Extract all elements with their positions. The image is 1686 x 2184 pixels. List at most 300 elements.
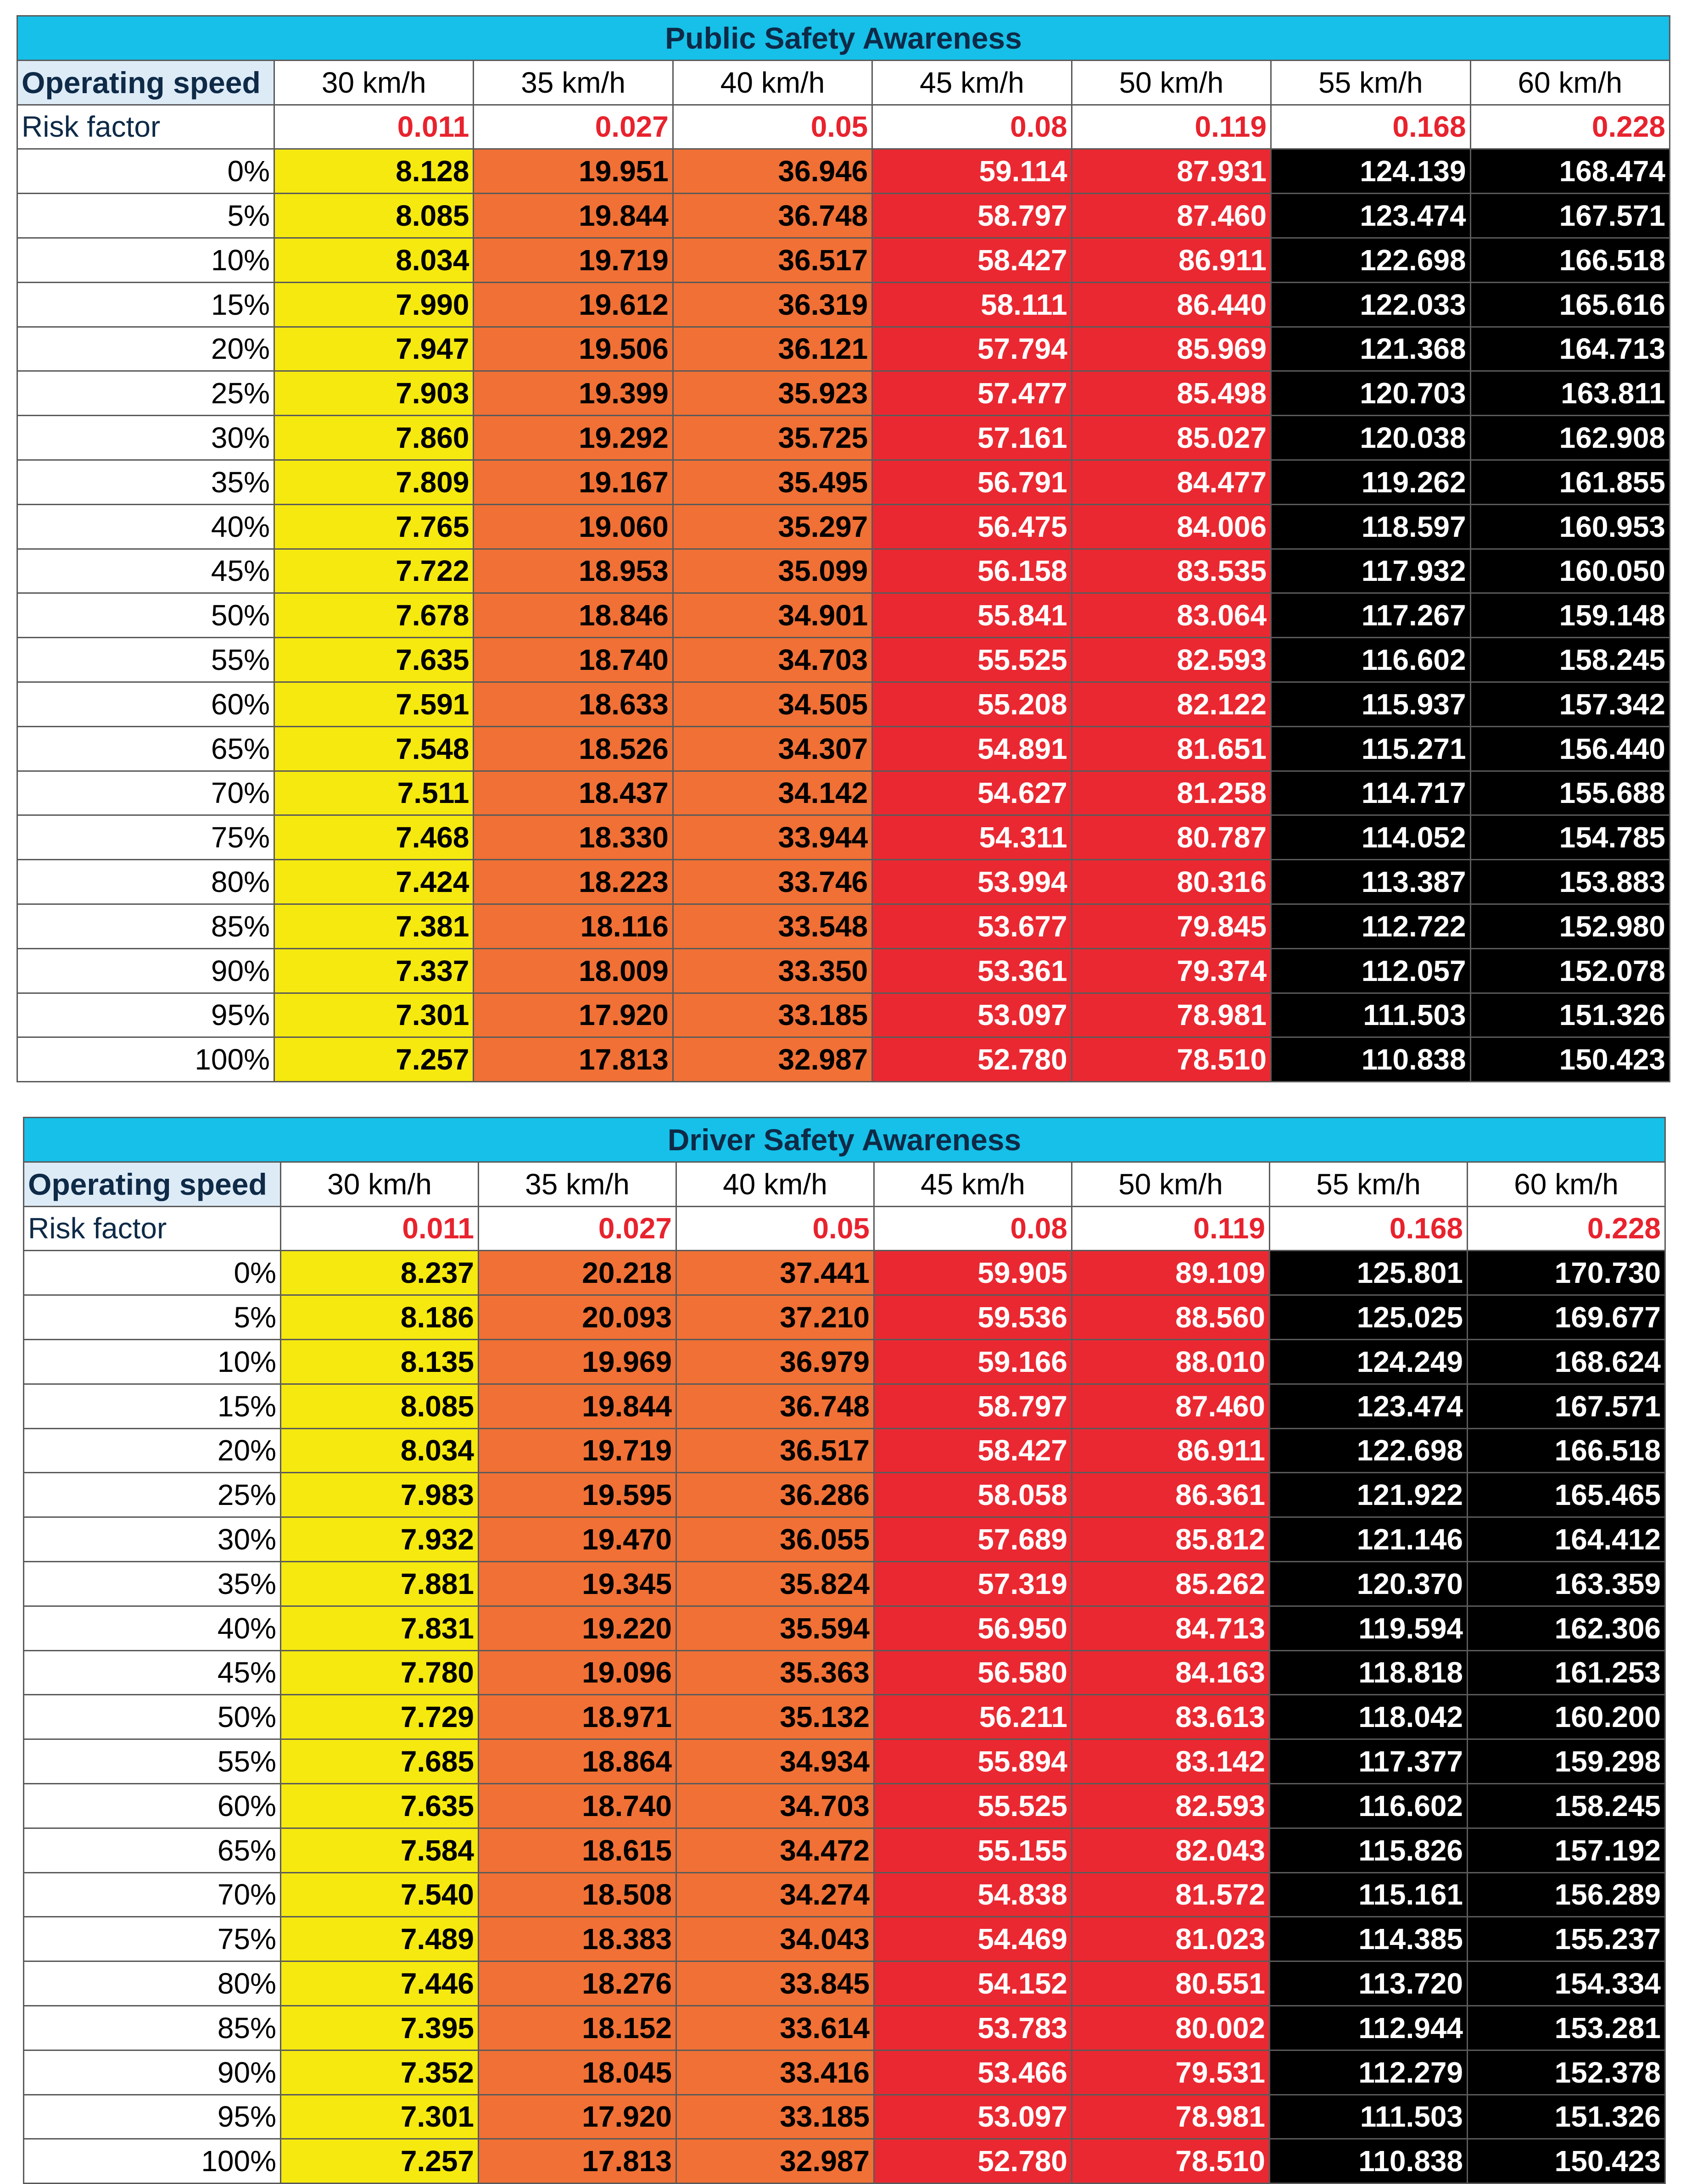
risk-factor-value: 0.228 [1468,1206,1665,1251]
data-cell: 56.158 [872,549,1072,593]
title-row [17,16,1670,61]
data-cell: 81.258 [1072,771,1271,815]
data-cell: 86.440 [1072,282,1271,327]
data-cell: 18.953 [474,549,673,593]
data-cell: 33.185 [676,2095,874,2139]
data-cell: 7.381 [274,904,474,948]
data-cell: 35.495 [673,460,872,504]
speed-header-cell: 60 km/h [1468,1162,1665,1206]
data-cell: 35.824 [676,1561,874,1606]
data-cell: 89.109 [1072,1251,1270,1295]
row-label: 65% [17,726,274,771]
data-cell: 81.651 [1072,726,1271,771]
data-cell: 7.780 [281,1650,479,1695]
data-cell: 82.122 [1072,682,1271,726]
row-label: 0% [17,149,274,194]
risk-factor-value: 0.119 [1072,105,1271,149]
data-cell: 53.783 [874,2006,1072,2050]
row-label: 50% [17,593,274,638]
data-cell: 7.809 [274,460,474,504]
data-cell: 160.953 [1470,504,1669,549]
data-cell: 117.932 [1271,549,1470,593]
data-cell: 155.688 [1470,771,1669,815]
data-cell: 7.548 [274,726,474,771]
row-label: 95% [24,2095,281,2139]
data-cell: 18.152 [479,2006,676,2050]
data-cell: 85.262 [1072,1561,1270,1606]
data-cell: 164.713 [1470,327,1669,371]
data-cell: 85.812 [1072,1517,1270,1562]
speed-header-cell: 50 km/h [1072,1162,1270,1206]
data-cell: 7.990 [274,282,474,327]
data-cell: 80.316 [1072,860,1271,904]
data-cell: 7.257 [281,2139,479,2184]
data-cell: 35.725 [673,416,872,460]
data-cell: 55.525 [872,638,1072,682]
data-cell: 19.345 [479,1561,676,1606]
data-cell: 58.797 [874,1384,1072,1428]
public-safety-table [17,15,1670,1082]
data-cell: 110.838 [1270,2139,1468,2184]
row-label: 20% [17,327,274,371]
data-cell: 36.517 [673,238,872,282]
data-cell: 35.297 [673,504,872,549]
data-cell: 57.319 [874,1561,1072,1606]
row-label: 90% [24,2050,281,2095]
table-row [24,2050,1665,2095]
table-title: Driver Safety Awareness [24,1118,1665,1162]
data-cell: 19.506 [474,327,673,371]
data-cell: 121.146 [1270,1517,1468,1562]
data-cell: 83.613 [1072,1695,1270,1739]
data-cell: 18.740 [474,638,673,682]
data-cell: 34.307 [673,726,872,771]
speed-header-cell: 40 km/h [676,1162,874,1206]
row-label: 70% [24,1872,281,1917]
row-label: 75% [24,1917,281,1961]
data-cell: 162.908 [1470,416,1669,460]
data-cell: 159.298 [1468,1739,1665,1784]
data-cell: 84.477 [1072,460,1271,504]
data-cell: 34.703 [673,638,872,682]
data-cell: 18.330 [474,815,673,860]
data-cell: 151.326 [1468,2095,1665,2139]
driver-safety-table [23,1117,1666,2184]
data-cell: 34.703 [676,1783,874,1828]
data-cell: 157.192 [1468,1828,1665,1872]
row-label: 0% [24,1251,281,1295]
data-cell: 7.446 [281,1961,479,2006]
table-row [24,1473,1665,1517]
data-cell: 162.306 [1468,1606,1665,1650]
data-cell: 123.474 [1271,194,1470,238]
data-cell: 52.780 [874,2139,1072,2184]
data-cell: 113.720 [1270,1961,1468,2006]
table-row [17,860,1670,904]
data-cell: 87.460 [1072,194,1271,238]
data-cell: 34.472 [676,1828,874,1872]
table-row [24,1517,1665,1562]
data-cell: 111.503 [1270,2095,1468,2139]
data-cell: 7.635 [281,1783,479,1828]
data-cell: 34.934 [676,1739,874,1784]
data-cell: 54.152 [874,1961,1072,2006]
data-cell: 35.363 [676,1650,874,1695]
risk-factor-value: 0.168 [1271,105,1470,149]
data-cell: 17.813 [479,2139,676,2184]
data-cell: 124.249 [1270,1339,1468,1384]
table-row [24,1828,1665,1872]
data-cell: 7.903 [274,371,474,416]
data-cell: 33.416 [676,2050,874,2095]
data-cell: 7.352 [281,2050,479,2095]
data-cell: 18.846 [474,593,673,638]
data-cell: 36.748 [673,194,872,238]
data-cell: 7.301 [274,993,474,1037]
data-cell: 116.602 [1271,638,1470,682]
data-cell: 58.427 [872,238,1072,282]
risk-factor-value: 0.168 [1270,1206,1468,1251]
data-cell: 33.845 [676,1961,874,2006]
data-cell: 7.584 [281,1828,479,1872]
data-cell: 59.536 [874,1295,1072,1340]
row-label: 20% [24,1428,281,1473]
data-cell: 18.864 [479,1739,676,1784]
risk-factor-value: 0.05 [676,1206,874,1251]
data-cell: 55.208 [872,682,1072,726]
row-label: 90% [17,948,274,993]
table-row [17,1037,1670,1082]
row-label: 30% [24,1517,281,1562]
data-cell: 7.591 [274,682,474,726]
table-row [24,1961,1665,2006]
data-cell: 20.093 [479,1295,676,1340]
table-row [17,460,1670,504]
data-cell: 19.844 [479,1384,676,1428]
risk-factor-value: 0.119 [1072,1206,1270,1251]
row-label: 85% [24,2006,281,2050]
data-cell: 154.334 [1468,1961,1665,2006]
table-row [17,238,1670,282]
data-cell: 167.571 [1470,194,1669,238]
data-cell: 87.460 [1072,1384,1270,1428]
data-cell: 19.292 [474,416,673,460]
table-row [17,904,1670,948]
data-cell: 81.023 [1072,1917,1270,1961]
risk-factor-value: 0.228 [1470,105,1669,149]
data-cell: 78.981 [1072,993,1271,1037]
data-cell: 8.135 [281,1339,479,1384]
data-cell: 59.905 [874,1251,1072,1295]
table-row [17,504,1670,549]
data-cell: 32.987 [676,2139,874,2184]
table-row [17,815,1670,860]
data-cell: 19.167 [474,460,673,504]
table-row [24,1384,1665,1428]
data-cell: 7.301 [281,2095,479,2139]
data-cell: 84.163 [1072,1650,1270,1695]
risk-factor-label: Risk factor [24,1206,281,1251]
row-label: 10% [17,238,274,282]
data-cell: 152.980 [1470,904,1669,948]
data-cell: 58.111 [872,282,1072,327]
data-cell: 160.050 [1470,549,1669,593]
data-cell: 56.791 [872,460,1072,504]
speed-header-cell: 55 km/h [1270,1162,1468,1206]
risk-factor-value: 0.011 [274,105,474,149]
data-cell: 52.780 [872,1037,1072,1082]
data-cell: 83.535 [1072,549,1271,593]
data-cell: 115.937 [1271,682,1470,726]
table-title: Public Safety Awareness [17,16,1670,61]
data-cell: 168.624 [1468,1339,1665,1384]
data-cell: 151.326 [1470,993,1669,1037]
data-cell: 161.253 [1468,1650,1665,1695]
data-cell: 17.813 [474,1037,673,1082]
data-cell: 8.034 [281,1428,479,1473]
table-row [17,726,1670,771]
speed-header-cell: 30 km/h [274,60,474,105]
data-cell: 123.474 [1270,1384,1468,1428]
row-label: 40% [24,1606,281,1650]
data-cell: 167.571 [1468,1384,1665,1428]
table-row [24,1561,1665,1606]
data-cell: 36.286 [676,1473,874,1517]
data-cell: 36.748 [676,1384,874,1428]
data-cell: 19.220 [479,1606,676,1650]
data-cell: 53.097 [874,2095,1072,2139]
data-cell: 79.374 [1072,948,1271,993]
data-cell: 53.677 [872,904,1072,948]
data-cell: 82.593 [1072,1783,1270,1828]
risk-factor-value: 0.05 [673,105,872,149]
data-cell: 58.797 [872,194,1072,238]
data-cell: 19.612 [474,282,673,327]
data-cell: 164.412 [1468,1517,1665,1562]
operating-speed-label: Operating speed [24,1162,281,1206]
table-row [24,1739,1665,1784]
table-row [24,2006,1665,2050]
data-cell: 121.922 [1270,1473,1468,1517]
data-cell: 19.719 [479,1428,676,1473]
data-cell: 18.437 [474,771,673,815]
data-cell: 88.560 [1072,1295,1270,1340]
data-cell: 7.678 [274,593,474,638]
data-cell: 18.009 [474,948,673,993]
data-cell: 18.633 [474,682,673,726]
row-label: 25% [17,371,274,416]
data-cell: 18.526 [474,726,673,771]
speed-header-cell: 40 km/h [673,60,872,105]
data-cell: 19.951 [474,149,673,194]
data-cell: 18.615 [479,1828,676,1872]
table-row [17,549,1670,593]
data-cell: 55.841 [872,593,1072,638]
table-row [17,371,1670,416]
data-cell: 170.730 [1468,1251,1665,1295]
data-cell: 82.043 [1072,1828,1270,1872]
row-label: 50% [24,1695,281,1739]
table-row [24,1695,1665,1739]
table-row [24,1251,1665,1295]
data-cell: 19.969 [479,1339,676,1384]
table-row [24,1606,1665,1650]
data-cell: 7.685 [281,1739,479,1784]
data-cell: 122.033 [1271,282,1470,327]
data-cell: 83.064 [1072,593,1271,638]
data-cell: 19.719 [474,238,673,282]
data-cell: 57.477 [872,371,1072,416]
table-row [24,1917,1665,1961]
data-cell: 55.894 [874,1739,1072,1784]
data-cell: 8.128 [274,149,474,194]
data-cell: 119.594 [1270,1606,1468,1650]
data-cell: 57.794 [872,327,1072,371]
table-row [24,1295,1665,1340]
data-cell: 83.142 [1072,1739,1270,1784]
data-cell: 34.505 [673,682,872,726]
data-cell: 7.540 [281,1872,479,1917]
data-cell: 165.616 [1470,282,1669,327]
data-cell: 53.097 [872,993,1072,1037]
data-cell: 18.508 [479,1872,676,1917]
data-cell: 18.740 [479,1783,676,1828]
row-label: 15% [24,1384,281,1428]
data-cell: 85.969 [1072,327,1271,371]
data-cell: 112.944 [1270,2006,1468,2050]
risk-factor-row [24,1206,1665,1251]
data-cell: 118.042 [1270,1695,1468,1739]
speed-header-cell: 45 km/h [872,60,1072,105]
data-cell: 7.932 [281,1517,479,1562]
data-cell: 165.465 [1468,1473,1665,1517]
data-cell: 115.826 [1270,1828,1468,1872]
data-cell: 35.923 [673,371,872,416]
data-cell: 33.944 [673,815,872,860]
data-cell: 53.994 [872,860,1072,904]
data-cell: 7.511 [274,771,474,815]
row-label: 65% [24,1828,281,1872]
data-cell: 114.717 [1271,771,1470,815]
row-label: 15% [17,282,274,327]
data-cell: 36.979 [676,1339,874,1384]
data-cell: 8.085 [281,1384,479,1428]
data-cell: 166.518 [1470,238,1669,282]
data-cell: 120.370 [1270,1561,1468,1606]
risk-factor-value: 0.08 [874,1206,1072,1251]
data-cell: 7.468 [274,815,474,860]
data-cell: 7.947 [274,327,474,371]
data-cell: 85.498 [1072,371,1271,416]
data-cell: 150.423 [1470,1037,1669,1082]
data-cell: 37.441 [676,1251,874,1295]
data-cell: 115.161 [1270,1872,1468,1917]
row-label: 30% [17,416,274,460]
data-cell: 118.818 [1270,1650,1468,1695]
data-cell: 88.010 [1072,1339,1270,1384]
data-cell: 153.883 [1470,860,1669,904]
table-row [24,1872,1665,1917]
table-row [24,2139,1665,2184]
data-cell: 34.274 [676,1872,874,1917]
data-cell: 7.257 [274,1037,474,1082]
data-cell: 166.518 [1468,1428,1665,1473]
data-cell: 84.713 [1072,1606,1270,1650]
table-row [17,282,1670,327]
data-cell: 57.161 [872,416,1072,460]
row-label: 45% [17,549,274,593]
table-row [17,682,1670,726]
data-cell: 54.891 [872,726,1072,771]
row-label: 35% [17,460,274,504]
data-cell: 54.311 [872,815,1072,860]
data-cell: 163.811 [1470,371,1669,416]
data-cell: 7.635 [274,638,474,682]
data-cell: 78.510 [1072,1037,1271,1082]
data-cell: 118.597 [1271,504,1470,549]
table-row [17,593,1670,638]
data-cell: 114.052 [1271,815,1470,860]
data-cell: 53.361 [872,948,1072,993]
data-cell: 86.361 [1072,1473,1270,1517]
row-label: 80% [17,860,274,904]
row-label: 40% [17,504,274,549]
data-cell: 161.855 [1470,460,1669,504]
data-cell: 168.474 [1470,149,1669,194]
data-cell: 79.845 [1072,904,1271,948]
data-cell: 125.025 [1270,1295,1468,1340]
data-cell: 55.525 [874,1783,1072,1828]
table-row [17,327,1670,371]
data-cell: 56.475 [872,504,1072,549]
row-label: 45% [24,1650,281,1695]
row-label: 10% [24,1339,281,1384]
table-row [24,1650,1665,1695]
data-cell: 8.085 [274,194,474,238]
speed-header-cell: 30 km/h [281,1162,479,1206]
data-cell: 18.971 [479,1695,676,1739]
row-label: 25% [24,1473,281,1517]
data-cell: 86.911 [1072,1428,1270,1473]
data-cell: 18.223 [474,860,673,904]
row-label: 5% [24,1295,281,1340]
data-cell: 37.210 [676,1295,874,1340]
speed-header-cell: 60 km/h [1470,60,1669,105]
data-cell: 34.043 [676,1917,874,1961]
data-cell: 158.245 [1468,1783,1665,1828]
data-cell: 35.594 [676,1606,874,1650]
data-cell: 19.399 [474,371,673,416]
data-cell: 119.262 [1271,460,1470,504]
speed-header-cell: 45 km/h [874,1162,1072,1206]
data-cell: 7.881 [281,1561,479,1606]
data-cell: 87.931 [1072,149,1271,194]
table-row [17,993,1670,1037]
data-cell: 155.237 [1468,1917,1665,1961]
data-cell: 80.787 [1072,815,1271,860]
data-cell: 36.946 [673,149,872,194]
data-cell: 80.551 [1072,1961,1270,2006]
data-cell: 36.517 [676,1428,874,1473]
data-cell: 19.844 [474,194,673,238]
table-row [17,948,1670,993]
data-cell: 54.627 [872,771,1072,815]
data-cell: 33.614 [676,2006,874,2050]
data-cell: 78.981 [1072,2095,1270,2139]
data-cell: 8.034 [274,238,474,282]
data-cell: 122.698 [1271,238,1470,282]
data-cell: 125.801 [1270,1251,1468,1295]
